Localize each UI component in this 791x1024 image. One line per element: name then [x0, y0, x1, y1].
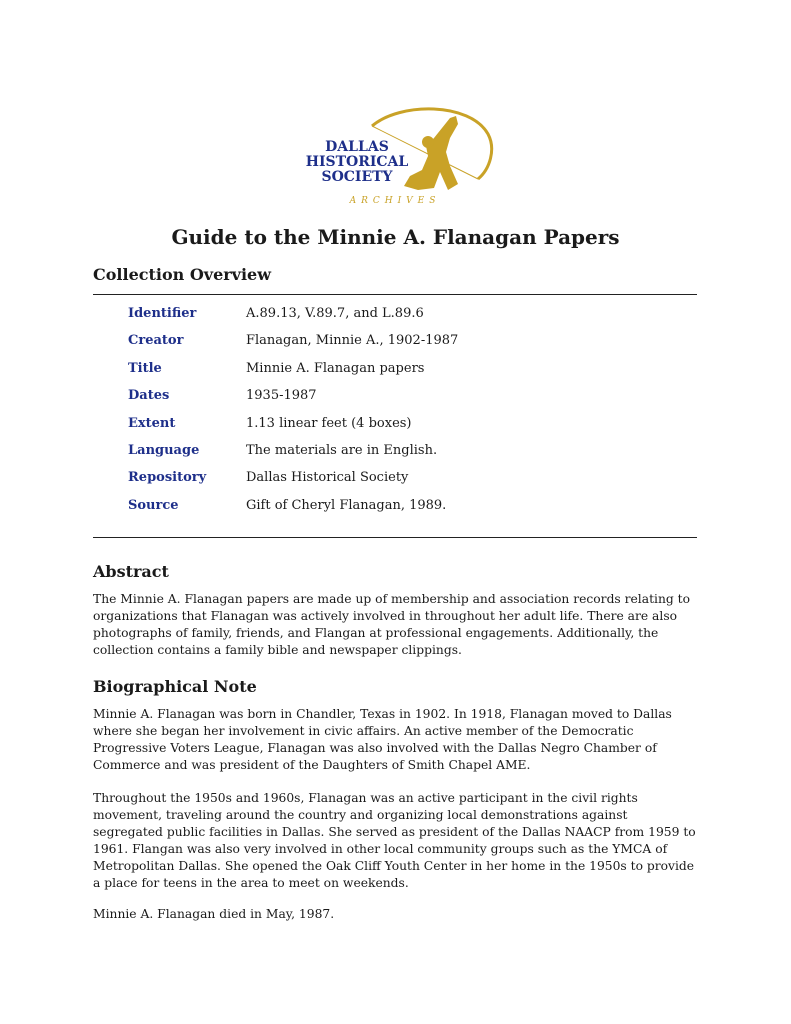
bio-paragraph-3: Minnie A. Flanagan died in May, 1987.: [93, 907, 335, 921]
collection-overview-heading: Collection Overview: [93, 265, 271, 284]
abstract-heading: Abstract: [93, 562, 169, 581]
overview-label: Identifier: [128, 306, 197, 321]
divider: [93, 294, 697, 295]
abstract-text: The Minnie A. Flanagan papers are made up of membership and association records relating to organizations that Flanagan was actively involved in throughout her adult life. There are also photographs of family, friends, and Flangan at professional engagements. Additionally, the collection contains a family bible and newspaper clippings.: [93, 592, 690, 657]
overview-label: Repository: [128, 470, 207, 485]
overview-value: A.89.13, V.89.7, and L.89.6: [246, 306, 424, 321]
overview-row: [128, 333, 688, 353]
document-title: Guide to the Minnie A. Flanagan Papers: [171, 225, 620, 249]
overview-label: Creator: [128, 333, 184, 348]
divider: [93, 537, 697, 538]
overview-value: Dallas Historical Society: [246, 470, 409, 485]
overview-value: 1935-1987: [246, 388, 317, 403]
logo-wordmark: [305, 140, 409, 185]
overview-label: Language: [128, 443, 200, 458]
overview-value: Minnie A. Flanagan papers: [246, 361, 425, 376]
logo-line-3: SOCIETY: [321, 169, 393, 185]
overview-row: [128, 498, 688, 518]
overview-value: Gift of Cheryl Flanagan, 1989.: [246, 498, 447, 513]
overview-value: The materials are in English.: [246, 443, 438, 458]
overview-row: [128, 306, 688, 326]
overview-label: Source: [128, 498, 179, 513]
overview-row: [128, 443, 688, 463]
overview-row: [128, 470, 688, 490]
overview-value: 1.13 linear feet (4 boxes): [246, 416, 412, 431]
biographical-note-heading: Biographical Note: [93, 677, 257, 696]
overview-value: Flanagan, Minnie A., 1902-1987: [246, 333, 459, 348]
bio-paragraph-1: Minnie A. Flanagan was born in Chandler, Texas in 1902. In 1918, Flanagan moved to Dallas where she began her involvement in civic affairs. An active member of the Democratic Progressive Voters League, Flanagan was also involved with the Dallas Negro Chamber of Commerce and was president of the Daughters of Smith Chapel AME.: [93, 707, 672, 772]
overview-label: Dates: [128, 388, 170, 403]
logo-subtitle: ARCHIVES: [349, 196, 441, 206]
overview-label: Title: [128, 361, 162, 376]
logo-line-2: HISTORICAL: [305, 154, 409, 170]
bio-paragraph-2: Throughout the 1950s and 1960s, Flanagan was an active participant in the civil rights movement, traveling around the country and organizing local demonstrations against segregated public facilities in Dallas. She served as president of the Dallas NAACP from 1959 to 1961. Flangan was also very involved in other local community groups such as the YMCA of Metropolitan Dallas. She opened the Oak Cliff Youth Center in her home in the 1950s to provide a place for teens in the area to meet on weekends.: [93, 791, 696, 890]
overview-row: [128, 388, 688, 408]
overview-row: [128, 416, 688, 436]
overview-row: [128, 361, 688, 381]
logo-line-1: DALLAS: [325, 139, 389, 155]
overview-label: Extent: [128, 416, 176, 431]
